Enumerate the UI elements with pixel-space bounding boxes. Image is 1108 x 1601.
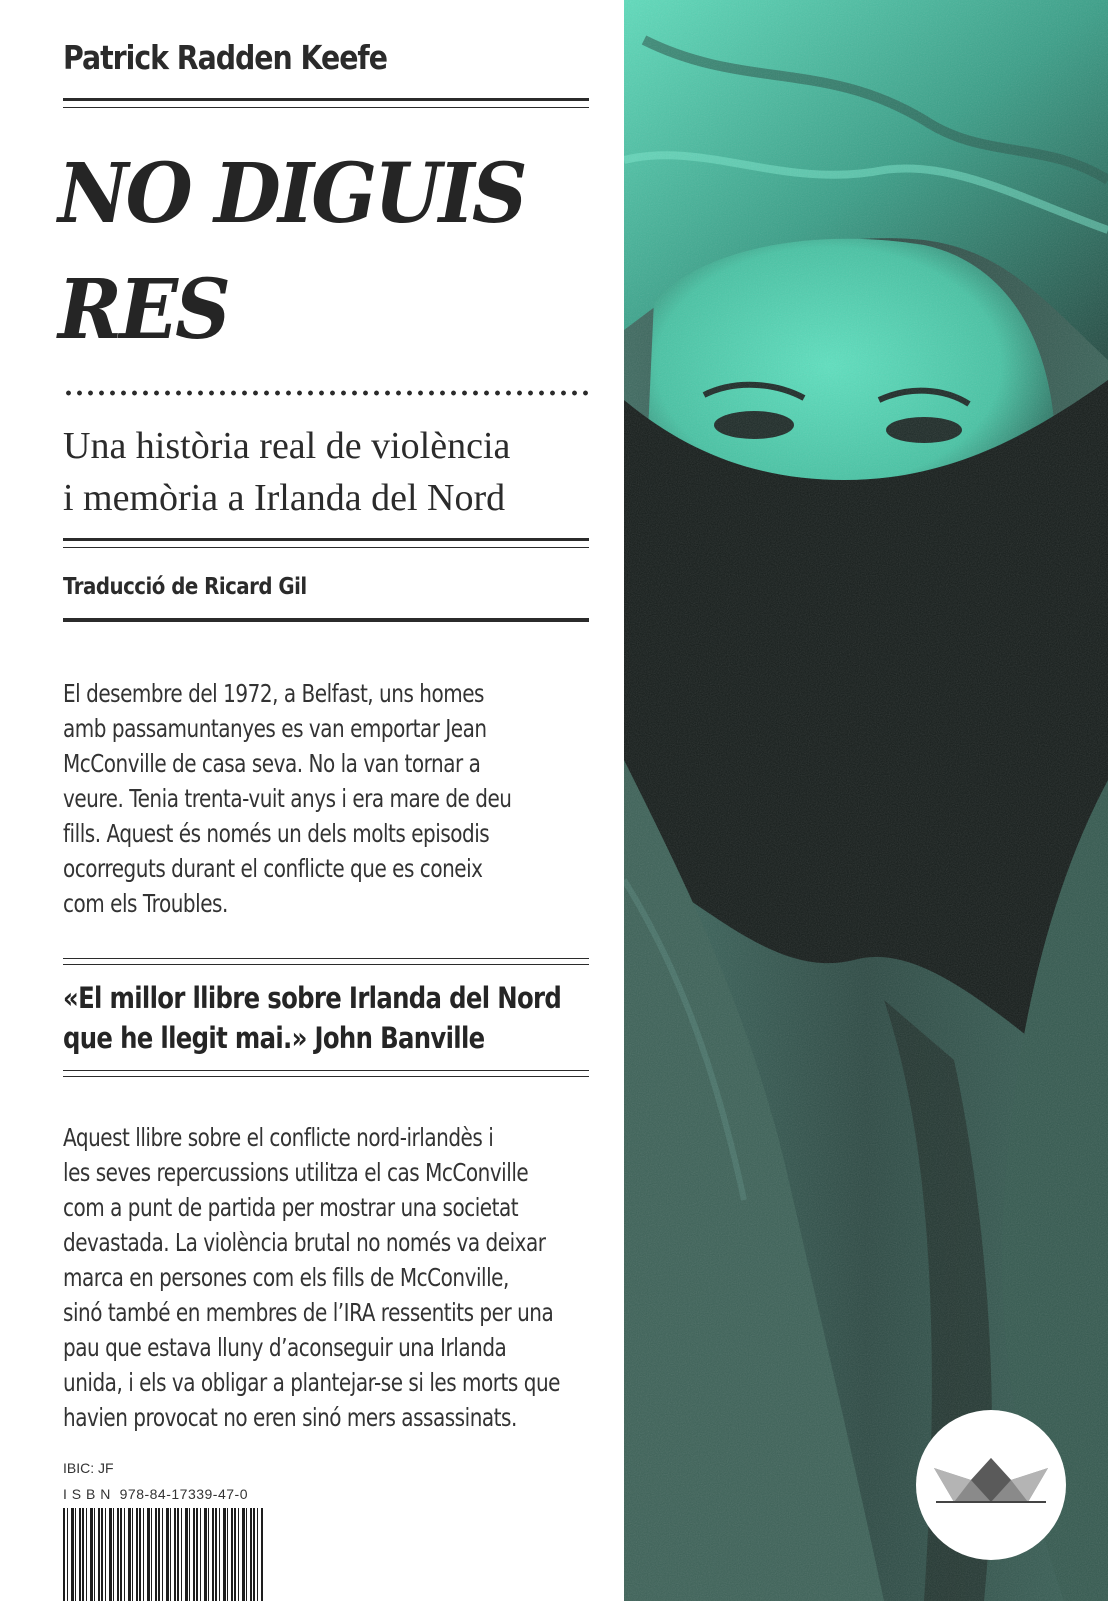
subtitle-line-1: Una història real de violència	[63, 425, 511, 467]
synopsis-2-line: havien provocat no eren sinó mers assassinats.	[63, 1403, 517, 1432]
rule-below-quote	[63, 1070, 589, 1077]
quote-line: que he llegit mai.» John Banville	[63, 1021, 485, 1055]
ibic-code: IBIC: JF	[63, 1460, 114, 1476]
masked-face-photo-icon	[624, 0, 1108, 1601]
title-line-2: RES	[58, 262, 229, 358]
synopsis-paragraph-1	[63, 676, 587, 921]
author-name: Patrick Radden Keefe	[63, 38, 387, 77]
synopsis-2-line: marca en persones com els fills de McConville,	[63, 1263, 509, 1292]
publisher-logo	[916, 1410, 1066, 1560]
title-line-1: NO DIGUIS	[58, 146, 525, 242]
subtitle-line-2: i memòria a Irlanda del Nord	[63, 477, 506, 519]
barcode-icon	[63, 1508, 263, 1601]
synopsis-1-line: amb passamuntanyes es van emportar Jean	[63, 714, 487, 743]
book-codes	[63, 1455, 248, 1507]
book-subtitle	[63, 420, 510, 524]
rule-under-translator	[63, 618, 589, 622]
synopsis-1-line: McConville de casa seva. No la van tornar a	[63, 749, 481, 778]
synopsis-1-line: veure. Tenia trenta-vuit anys i era mare de deu	[63, 784, 512, 813]
synopsis-paragraph-2	[63, 1120, 587, 1435]
review-quote	[63, 978, 601, 1058]
rule-above-quote	[63, 958, 589, 965]
synopsis-2-line: com a punt de partida per mostrar una societat	[63, 1193, 519, 1222]
translator-credit: Traducció de Ricard Gil	[63, 574, 307, 600]
quote-line: «El millor llibre sobre Irlanda del Nord	[63, 981, 562, 1015]
paper-boat-logo-icon	[916, 1410, 1066, 1560]
book-title	[58, 136, 525, 368]
dotted-divider	[63, 390, 589, 396]
synopsis-2-line: pau que estava lluny d’aconseguir una Irlanda	[63, 1333, 507, 1362]
synopsis-1-line: fills. Aquest és només un dels molts episodis	[63, 819, 490, 848]
synopsis-2-line: sinó també en membres de l’IRA ressentits per una	[63, 1298, 554, 1327]
synopsis-2-line: devastada. La violència brutal no només va deixar	[63, 1228, 546, 1257]
synopsis-2-line: les seves repercussions utilitza el cas McConville	[63, 1158, 529, 1187]
rule-under-author	[63, 98, 589, 108]
isbn-code: I S B N 978-84-17339-47-0	[63, 1486, 248, 1502]
synopsis-2-line: Aquest llibre sobre el conflicte nord-irlandès i	[63, 1123, 494, 1152]
synopsis-1-line: ocorreguts durant el conflicte que es coneix	[63, 854, 483, 883]
synopsis-2-line: unida, i els va obligar a plantejar-se si les morts que	[63, 1368, 560, 1397]
synopsis-1-line: El desembre del 1972, a Belfast, uns homes	[63, 679, 484, 708]
synopsis-1-line: com els Troubles.	[63, 889, 228, 918]
cover-photo	[624, 0, 1108, 1601]
rule-under-subtitle	[63, 538, 589, 548]
